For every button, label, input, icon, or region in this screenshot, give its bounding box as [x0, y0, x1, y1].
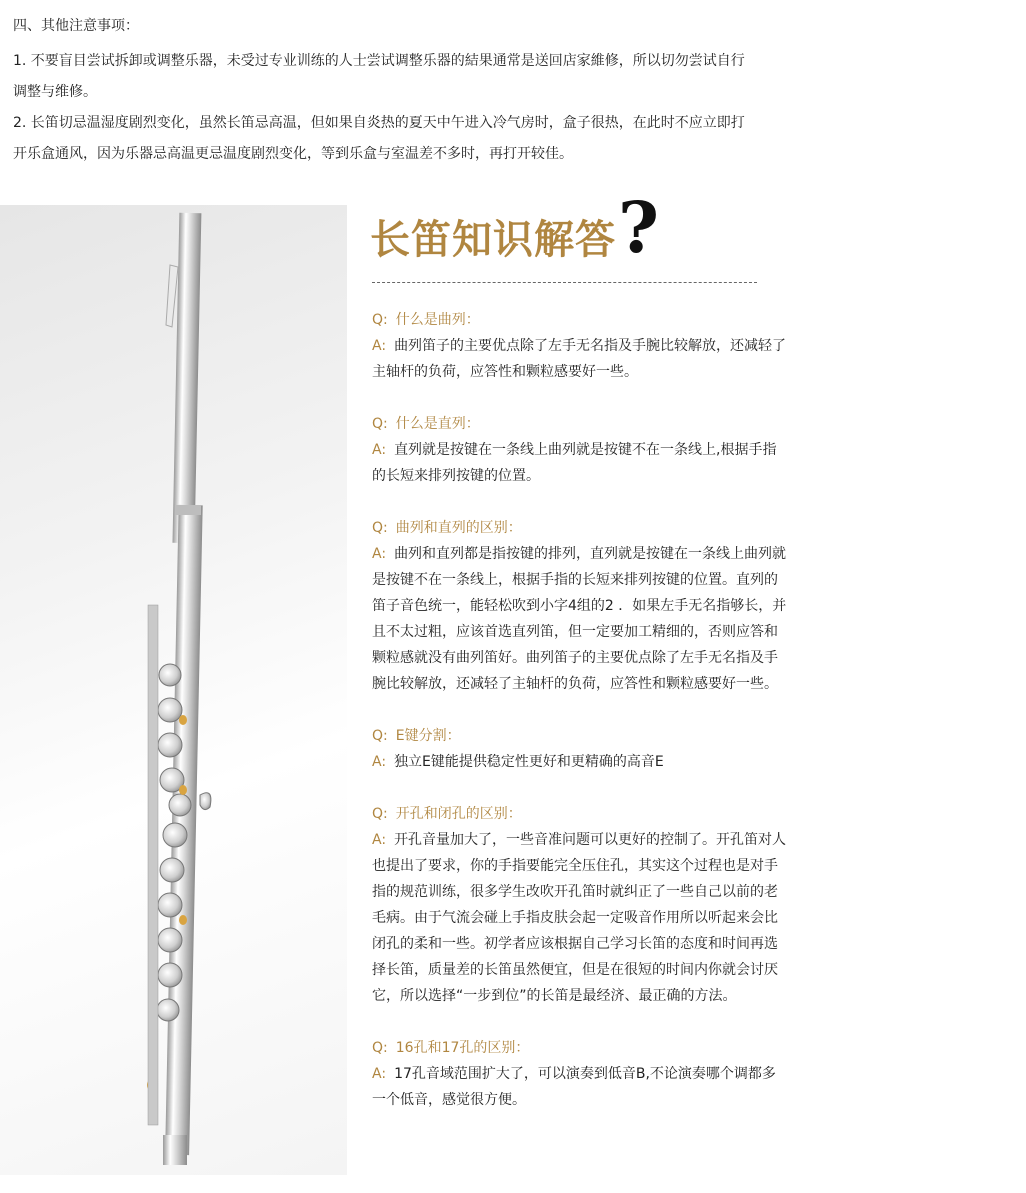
a-label: A:	[372, 1066, 387, 1082]
answer	[372, 827, 787, 1009]
flute-photo	[0, 205, 347, 1175]
question-text: 开孔和闭孔的区别：	[395, 806, 522, 822]
a-label: A:	[372, 338, 387, 354]
question	[372, 723, 787, 749]
question-mark-icon: ?	[618, 186, 660, 269]
qa-item	[372, 411, 787, 489]
qa-title: 长笛知识解答	[370, 216, 616, 263]
answer-text: 17孔音域范围扩大了，可以演奏到低音B,不论演奏哪个调都多一个低音，感觉很方便。	[372, 1066, 776, 1108]
answer	[372, 437, 787, 489]
answer	[372, 541, 787, 697]
q-label: Q:	[372, 520, 388, 536]
qa-item	[372, 515, 787, 697]
note-item-2: 2. 长笛切忌温湿度剧烈变化，虽然长笛忌高温，但如果自炎热的夏天中午进入冷气房时，盒子很热，在此时不应立即打开乐盒通风，因为乐器忌高温更忌温度剧烈变化，等到乐盒与室温差不多时，再打开较佳。	[13, 115, 745, 162]
question	[372, 515, 787, 541]
answer-text: 曲列笛子的主要优点除了左手无名指及手腕比较解放，还减轻了主轴杆的负荷，应答性和颗粒感要好一些。	[372, 338, 787, 380]
qa-item	[372, 1035, 787, 1113]
a-label: A:	[372, 546, 387, 562]
divider	[372, 282, 757, 283]
answer-text: 开孔音量加大了，一些音准问题可以更好的控制了。开孔笛对人也提出了要求，你的手指要能完全压住孔，其实这个过程也是对手指的规范训练，很多学生改吹开孔笛时就纠正了一些自己以前的老毛病。由于气流会碰上手指皮肤会起一定吸音作用所以听起来会比闭孔的柔和一些。初学者应该根据自己学习长笛的态度和时间再选择长笛，质量差的长笛虽然便宜，但是在很短的时间内你就会讨厌它，所以选择“一步到位”的长笛是最经济、最正确的方法。	[372, 832, 787, 1004]
question-text: 曲列和直列的区别：	[395, 520, 522, 536]
qa-item	[372, 801, 787, 1009]
notes-section	[13, 14, 1013, 170]
question-text: 什么是曲列：	[395, 312, 480, 328]
answer-text: 直列就是按键在一条线上曲列就是按键不在一条线上,根据手指的长短来排列按键的位置。	[372, 442, 777, 484]
q-label: Q:	[372, 728, 388, 744]
question-text: 什么是直列：	[395, 416, 480, 432]
a-label: A:	[372, 832, 387, 848]
q-label: Q:	[372, 1040, 388, 1056]
question	[372, 1035, 787, 1061]
q-label: Q:	[372, 416, 388, 432]
question	[372, 307, 787, 333]
a-label: A:	[372, 754, 387, 770]
question-text: 16孔和17孔的区别：	[395, 1040, 530, 1056]
qa-header	[370, 186, 792, 270]
q-label: Q:	[372, 312, 388, 328]
a-label: A:	[372, 442, 387, 458]
q-label: Q:	[372, 806, 388, 822]
question-text: E键分割：	[395, 728, 461, 744]
answer	[372, 749, 787, 775]
qa-list	[372, 307, 787, 1139]
answer	[372, 333, 787, 385]
answer-text: 曲列和直列都是指按键的排列，直列就是按键在一条线上曲列就是按键不在一条线上，根据手指的长短来排列按键的位置。直列的笛子音色统一，能轻松吹到小字4组的2 ．如果左手无名指够长，并且不太过粗，应该首选直列笛，但一定要加工精细的，否则应答和颗粒感就没有曲列笛好。曲列笛子的主要优点除了左手无名指及手腕比较解放，还减轻了主轴杆的负荷，应答性和颗粒感要好一些。	[372, 546, 787, 692]
flute-body	[163, 213, 203, 1165]
qa-section	[370, 186, 792, 1108]
qa-item	[372, 307, 787, 385]
question	[372, 801, 787, 827]
note-item-1: 1. 不要盲目尝试拆卸或调整乐器，未受过专业训练的人士尝试调整乐器的結果通常是送回店家維修，所以切勿尝试自行调整与维修。	[13, 53, 745, 100]
question	[372, 411, 787, 437]
answer	[372, 1061, 787, 1113]
notes-heading: 四、其他注意事项：	[13, 18, 139, 34]
flute-image	[0, 205, 347, 1175]
answer-text: 独立E键能提供稳定性更好和更精确的高音E	[394, 754, 664, 770]
qa-item	[372, 723, 787, 775]
